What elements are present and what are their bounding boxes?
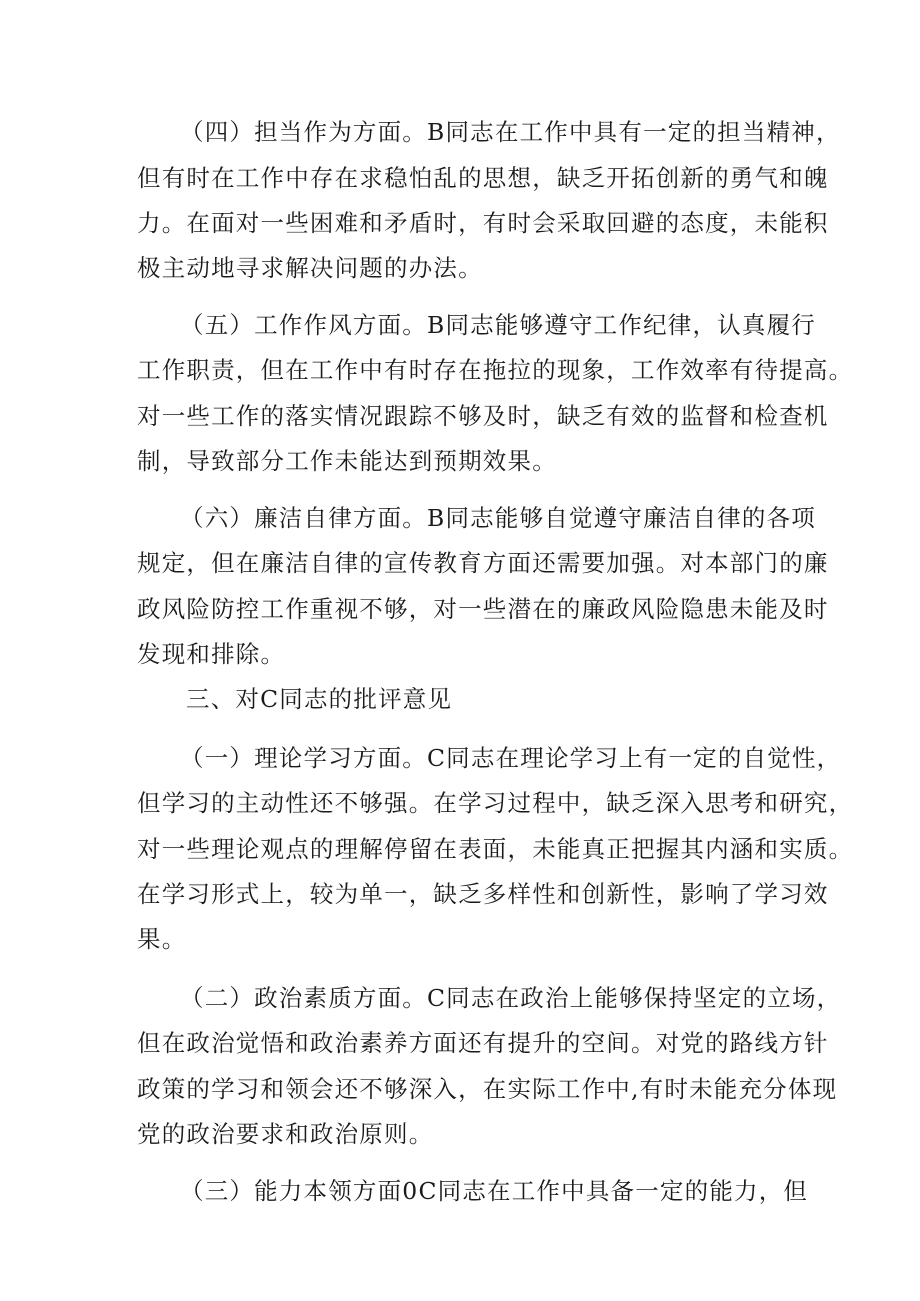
text-line: 但学习的主动性还不够强。在学习过程中，缺乏深入思考和研究， <box>137 789 854 817</box>
text-line: （三）能力本领方面0C同志在工作中具备一定的能力，但 <box>180 1177 809 1205</box>
text-line: 工作职责，但在工作中有时存在拖拉的现象，工作效率有待提高。 <box>137 356 854 384</box>
text-line: （六）廉洁自律方面。B同志能够自觉遵守廉洁自律的各项 <box>180 504 816 532</box>
text-line: 极主动地寻求解决问题的办法。 <box>137 254 483 282</box>
text-line: （一）理论学习方面。C同志在理论学习上有一定的自觉性， <box>180 744 842 772</box>
text-line: 果。 <box>137 925 187 953</box>
text-line: 发现和排除。 <box>137 640 286 668</box>
text-line: （四）担当作为方面。B同志在工作中具有一定的担当精神， <box>180 118 841 146</box>
text-line: 制，导致部分工作未能达到预期效果。 <box>137 447 557 475</box>
text-line: 在学习形式上，较为单一，缺乏多样性和创新性，影响了学习效 <box>137 880 829 908</box>
text-line: 但在政治觉悟和政治素养方面还有提升的空间。对党的路线方针 <box>137 1029 829 1057</box>
text-line: 政策的学习和领会还不够深入，在实际工作中,有时未能充分体现 <box>137 1075 838 1103</box>
text-line: 党的政治要求和政治原则。 <box>137 1120 434 1148</box>
text-line: 对一些工作的落实情况跟踪不够及时，缺乏有效的监督和检查机 <box>137 402 829 430</box>
text-line: 但有时在工作中存在求稳怕乱的思想，缺乏开拓创新的勇气和魄 <box>137 164 829 192</box>
text-line: （五）工作作风方面。B同志能够遵守工作纪律，认真履行 <box>180 311 816 339</box>
text-line: 对一些理论观点的理解停留在表面，未能真正把握其内涵和实质。 <box>137 835 854 863</box>
text-line: 力。在面对一些困难和矛盾时，有时会采取回避的态度，未能积 <box>137 209 829 237</box>
text-line: （二）政治素质方面。C同志在政治上能够保持坚定的立场， <box>180 984 842 1012</box>
section-heading: 三、对C同志的批评意见 <box>186 685 453 713</box>
text-line: 规定，但在廉洁自律的宣传教育方面还需要加强。对本部门的廉 <box>137 549 829 577</box>
text-line: 政风险防控工作重视不够，对一些潜在的廉政风险隐患未能及时 <box>137 595 829 623</box>
